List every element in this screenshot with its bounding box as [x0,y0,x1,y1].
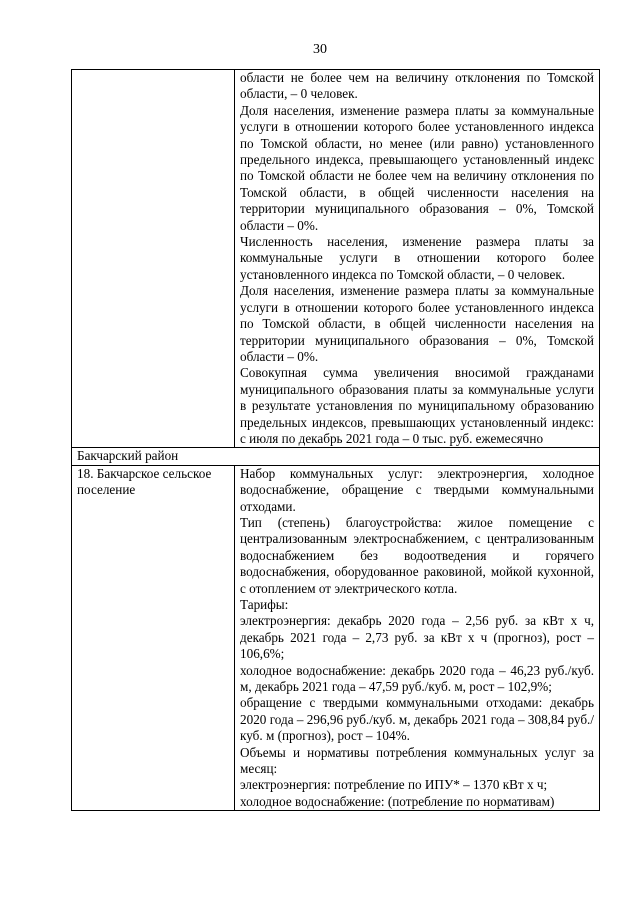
indicator-paragraph: области не более чем на величину отклонения по Томской области, – 0 человек. [240,70,594,102]
table-row-settlement [72,465,600,811]
indicator-paragraph: холодное водоснабжение: декабрь 2020 года – 46,23 руб./куб. м, декабрь 2021 года – 47,59 руб./куб. м, рост – 102,9%; [240,662,594,695]
table-row-continuation [72,70,600,448]
indicators-cell [235,465,600,811]
indicator-paragraph: Численность населения, изменение размера платы за коммунальные услуги в отношении которого более установленного индекса по Томской области, – 0 человек. [240,234,594,282]
municipality-cell: 18. Бакчарское сельское поселение [72,465,235,811]
page-number: 30 [313,42,327,57]
municipality-cell [72,70,235,448]
indicator-paragraph: Совокупная сумма увеличения вносимой гражданами муниципального образования платы за коммунальные услуги в результате установления по муниципальному образованию предельных индексов, превышающих установленный индекс: с июля по декабрь 2021 года – 0 тыс. руб. ежемесячно [240,365,594,446]
document-table [71,69,600,811]
indicator-paragraph: Объемы и нормативы потребления коммунальных услуг за месяц: [240,744,594,777]
indicator-paragraph: Тип (степень) благоустройства: жилое помещение с централизованным электроснабжением, с централизованным водоснабжением без водоотведения и горячего водоснабжения, оборудованное раковиной, мойкой кухонной, с отоплением от электрического котла. [240,514,594,596]
indicator-paragraph: Доля населения, изменение размера платы за коммунальные услуги в отношении которого более установленного индекса по Томской области, но менее (или равно) установленного предельного индекса, превышающего установленный индекс по Томской области не более чем на величину отклонения по Томской области, в общей численности населения на территории муниципального образования – 0%, Томской области – 0%. [240,102,594,233]
indicator-paragraph: Набор коммунальных услуг: электроэнергия, холодное водоснабжение, обращение с твердыми коммунальными отходами. [240,465,594,514]
district-heading: Бакчарский район [72,448,600,465]
indicator-paragraph: обращение с твердыми коммунальными отходами: декабрь 2020 года – 296,96 руб./куб. м, декабрь 2021 года – 308,84 руб./куб. м (прогноз), рост – 104%. [240,695,594,744]
indicator-paragraph: Доля населения, изменение размера платы за коммунальные услуги в отношении которого более установленного индекса по Томской области, в общей численности населения на территории муниципального образования – 0%, Томской области – 0%. [240,283,594,364]
indicator-paragraph: холодное водоснабжение: (потребление по нормативам) [240,793,555,809]
indicator-paragraph: электроэнергия: потребление по ИПУ* – 1370 кВт х ч; [240,777,548,793]
indicator-paragraph: электроэнергия: декабрь 2020 года – 2,56 руб. за кВт х ч, декабрь 2021 года – 2,73 руб. за кВт х ч (прогноз), рост – 106,6%; [240,613,594,662]
table-row-district [72,448,600,465]
indicator-paragraph: Тарифы: [240,597,289,612]
indicators-cell [235,70,600,448]
